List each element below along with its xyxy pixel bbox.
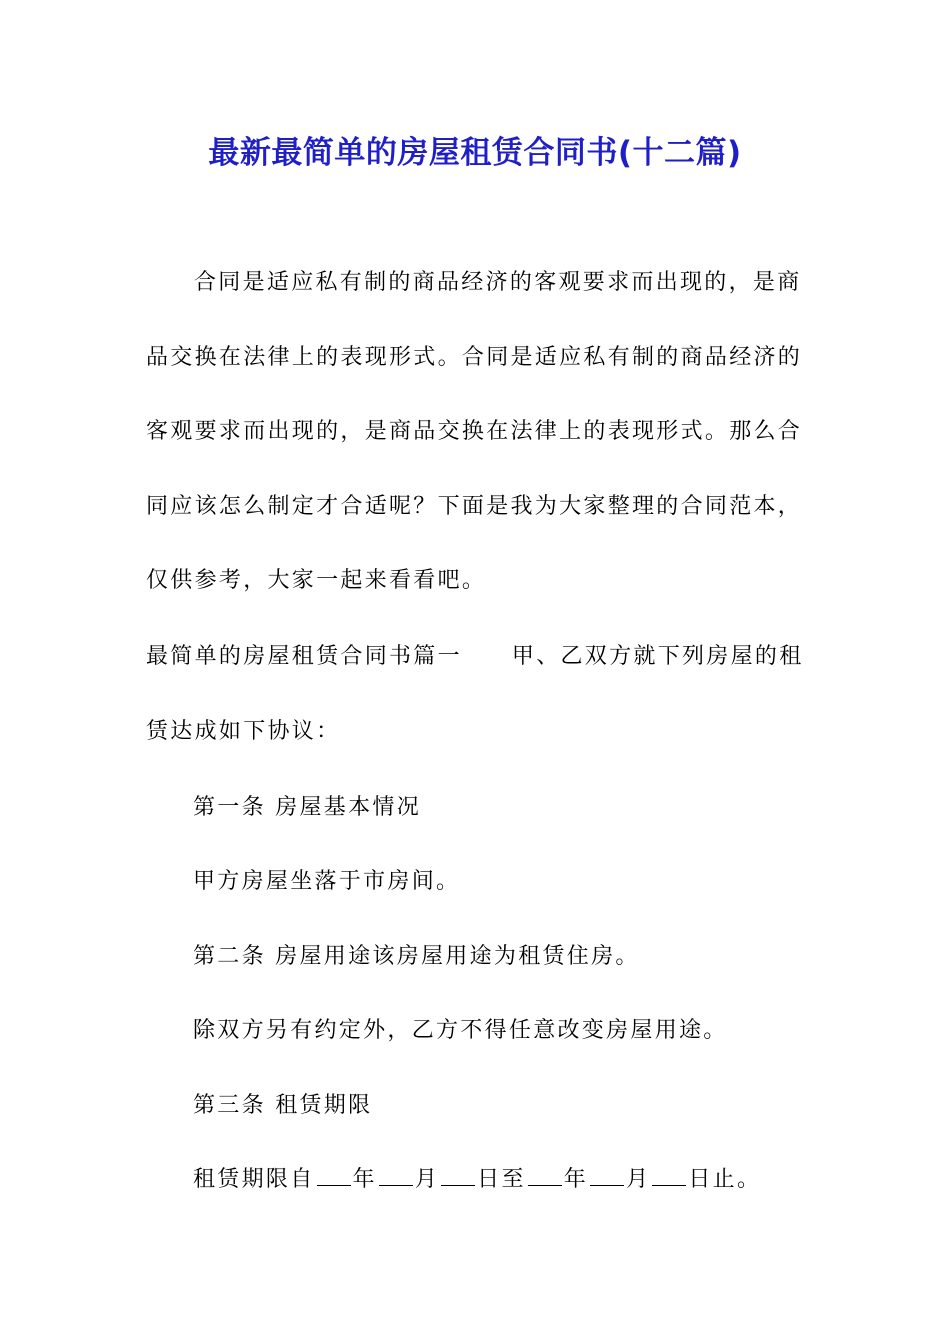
article2-text: 除双方另有约定外，乙方不得任意改变房屋用途。 — [193, 1018, 728, 1043]
document-title: 最新最简单的房屋租赁合同书(十二篇) — [208, 135, 742, 171]
article3-term-line — [193, 1160, 761, 1200]
blank-field — [528, 1163, 562, 1186]
term-year-1: 年 — [352, 1167, 377, 1192]
section-lead: 甲、乙双方就下列房屋的租赁达成如下协议： — [146, 644, 804, 744]
term-day-1: 日至 — [477, 1167, 526, 1192]
blank-field — [317, 1163, 351, 1186]
term-year-2: 年 — [563, 1167, 589, 1192]
intro-paragraph: 合同是适应私有制的商品经济的客观要求而出现的，是商品交换在法律上的表现形式。合同是适应私有制的商品经济的客观要求而出现的，是商品交换在法律上的表现形式。那么合同应该怎么制定才合适呢？下面是我为大家整理的合同范本，仅供参考，大家一起来看看吧。 — [146, 270, 803, 593]
term-month-1: 月 — [414, 1167, 440, 1192]
term-month-2: 月 — [626, 1167, 651, 1192]
blank-field — [379, 1163, 413, 1186]
term-day-2: 日止。 — [688, 1167, 762, 1192]
article1-text: 甲方房屋坐落于市房间。 — [193, 869, 461, 894]
section-lead-paragraph — [146, 620, 806, 769]
blank-field — [441, 1163, 475, 1186]
term-prefix: 租赁期限自 — [193, 1167, 315, 1192]
section-heading: 最简单的房屋租赁合同书篇一 — [146, 644, 462, 669]
article1-heading: 第一条 房屋基本情况 — [193, 795, 421, 820]
article2-heading: 第二条 房屋用途该房屋用途为租赁住房。 — [193, 944, 640, 969]
blank-field — [590, 1163, 624, 1186]
blank-field — [652, 1163, 686, 1186]
article3-heading: 第三条 租赁期限 — [193, 1093, 373, 1118]
